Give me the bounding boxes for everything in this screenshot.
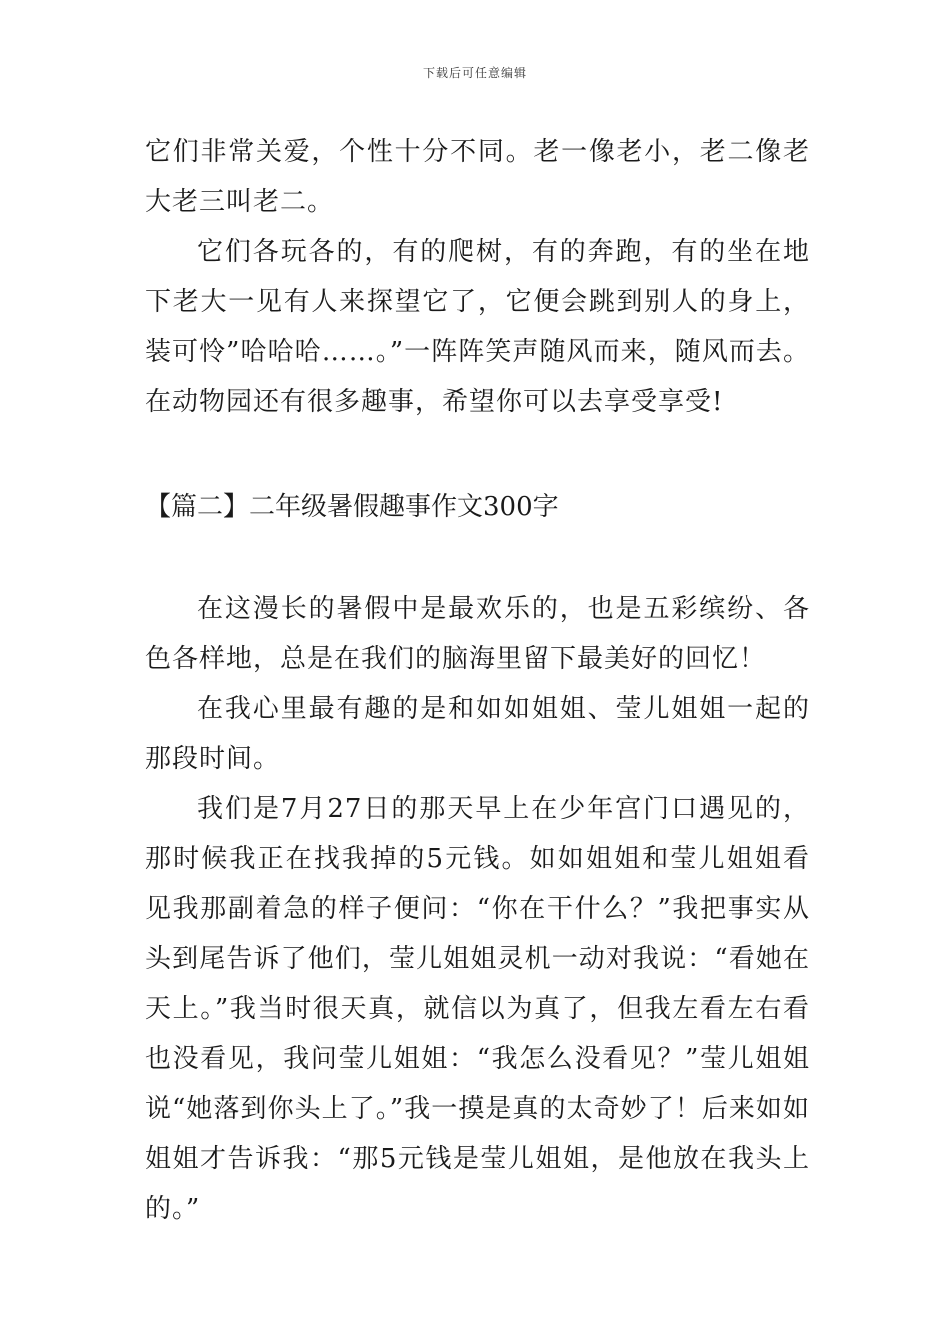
- paragraph-5: 我们是7月27日的那天早上在少年宫门口遇见的，那时候我正在找我掉的5元钱。如如姐姐和莹儿姐姐看见我那副着急的样子便问：“你在干什么？”我把事实从头到尾告诉了他们，莹儿姐姐灵机一动对我说：“看她在天上。”我当时很天真，就信以为真了，但我左看左右看也没看见，我问莹儿姐姐：“我怎么没看见？”莹儿姐姐说“她落到你头上了。”我一摸是真的太奇妙了！后来如如姐姐才告诉我：“那5元钱是莹儿姐姐，是他放在我头上的。”: [145, 794, 810, 1224]
- spacer: [145, 532, 810, 584]
- page-header: 下载后可任意编辑: [422, 66, 527, 80]
- paragraph-3: 在这漫长的暑假中是最欢乐的，也是五彩缤纷、各色各样地，总是在我们的脑海里留下最美好的回忆！: [145, 594, 810, 674]
- section-heading: 【篇二】二年级暑假趣事作文300字: [145, 492, 559, 522]
- paragraph-4: 在我心里最有趣的是和如如姐姐、莹儿姐姐一起的那段时间。: [145, 694, 810, 774]
- paragraph-1: 它们非常关爱，个性十分不同。老一像老小，老二像老大老三叫老二。: [145, 137, 810, 217]
- document-body: [145, 127, 810, 1234]
- paragraph-2: 它们各玩各的，有的爬树，有的奔跑，有的坐在地下老大一见有人来探望它了，它便会跳到别人的身上，装可怜”哈哈哈……。”一阵阵笑声随风而来，随风而去。在动物园还有很多趣事，希望你可以去享受享受!: [145, 237, 810, 417]
